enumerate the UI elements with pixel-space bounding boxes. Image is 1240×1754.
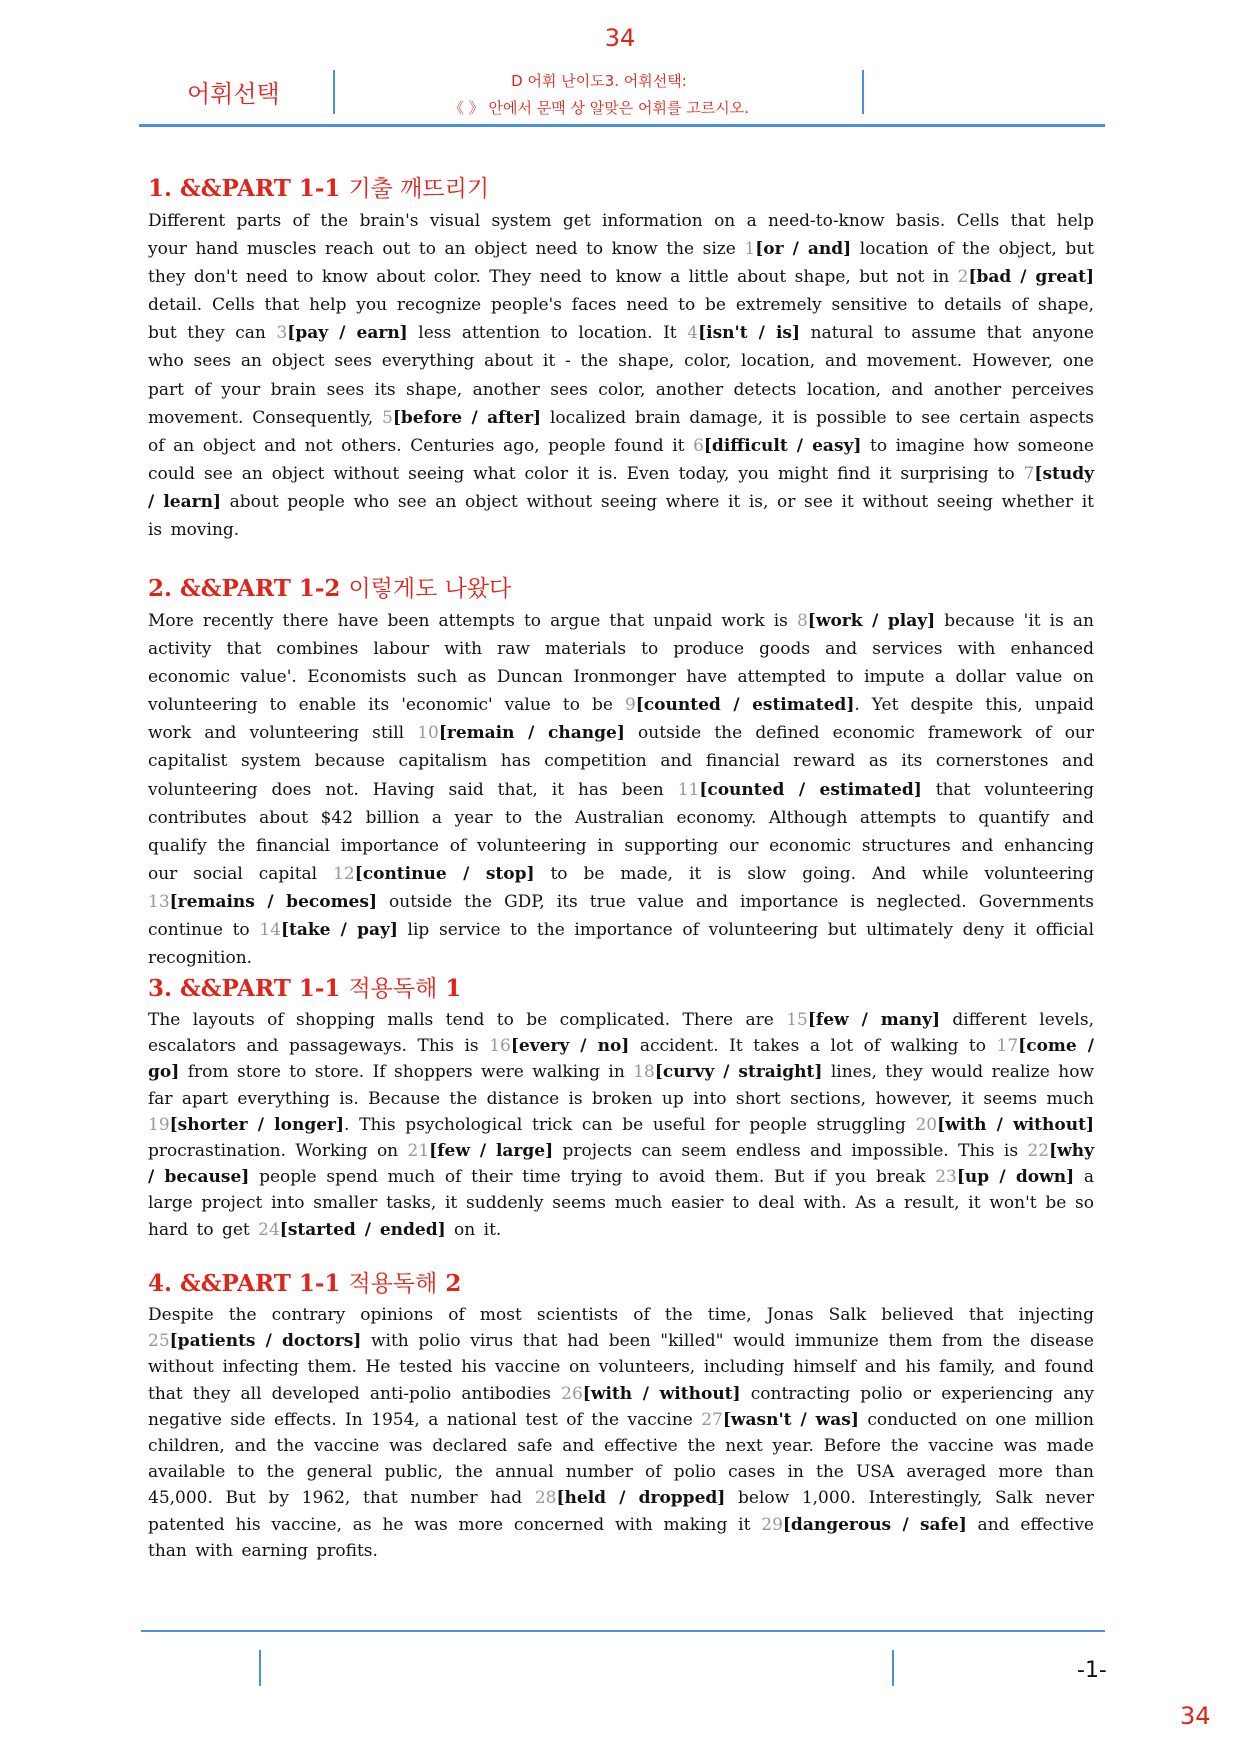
question-number: 5 xyxy=(382,407,393,428)
question-number: 19 xyxy=(148,1114,170,1135)
passage-text: . Yet despite this, unpaid work and volunteering still xyxy=(148,695,1094,744)
question-number: 17 xyxy=(996,1036,1019,1057)
passage-text: localized brain damage, it is possible to see certain aspects of an object and not others. Centuries ago, people found it xyxy=(148,407,1095,456)
header-desc-line1: D 어휘 난이도3. 어휘선택: xyxy=(511,72,687,90)
question-number: 1 xyxy=(744,239,756,260)
passage-text: to be made, it is slow going. And while volunteering xyxy=(534,863,1094,884)
page-number-top: 34 xyxy=(604,24,636,52)
question-number: 20 xyxy=(915,1114,938,1135)
passage-text: accident. It takes a lot of walking to xyxy=(629,1036,997,1057)
answer-choice: [with / without] xyxy=(937,1114,1094,1135)
answer-choice: [before / after] xyxy=(392,407,542,428)
passage-text: contracting polio or experiencing any negative side effects. In 1954, a national test of the vaccine xyxy=(148,1383,1094,1430)
answer-choice: [curvy / straight] xyxy=(654,1062,823,1083)
question-number: 25 xyxy=(148,1331,170,1352)
header-category: 어휘선택 xyxy=(187,80,280,108)
footer-divider xyxy=(892,1650,894,1686)
question-number: 27 xyxy=(701,1409,723,1430)
answer-choice: [started / ended] xyxy=(279,1219,446,1240)
passage-text: procrastination. Working on xyxy=(148,1141,408,1162)
answer-choice: [every / no] xyxy=(510,1036,630,1057)
section-3 xyxy=(148,970,1094,1243)
passage-text: outside the defined economic framework of our capitalist system because capitalism has competition and financial reward as its cornerstones and volunteering does not. Having said that, it has been xyxy=(148,723,1095,800)
answer-choice: [work / play] xyxy=(807,611,936,631)
passage-text: from store to store. If shoppers were walking in xyxy=(179,1062,634,1083)
question-number: 21 xyxy=(407,1141,430,1162)
question-number: 6 xyxy=(693,435,704,456)
passage-text: The layouts of shopping malls tend to be complicated. There are xyxy=(148,1010,787,1030)
question-number: 10 xyxy=(417,723,439,744)
passage-text: location of the object, but they don't need to know about color. They need to know a little about shape, but not in xyxy=(148,239,1094,288)
passage-text: projects can seem endless and impossible. This is xyxy=(553,1141,1028,1162)
question-number: 16 xyxy=(489,1036,511,1057)
footer-divider xyxy=(259,1650,261,1686)
question-number: 12 xyxy=(333,863,355,884)
answer-choice: [study / learn] xyxy=(148,463,1094,512)
answer-choice: [patients / doctors] xyxy=(169,1331,362,1352)
section-title: 2. &&PART 1-2 이렇게도 나왔다 xyxy=(148,575,512,602)
answer-choice: [remains / becomes] xyxy=(169,891,377,912)
passage-text: because 'it is an activity that combines labour with raw materials to produce goods and services with enhanced economic value'. Economists such as Duncan Ironmonger have attempted to impute a dollar value on volunteering to enable its 'economic' value to be xyxy=(148,611,1094,716)
answer-choice: [bad / great] xyxy=(968,267,1094,288)
page-footer xyxy=(141,1630,1107,1683)
question-number: 28 xyxy=(534,1488,557,1509)
passage xyxy=(148,607,1094,972)
answer-choice: [wasn't / was] xyxy=(722,1409,859,1430)
passage-text: about people who see an object without seeing where it is, or see it without seeing whether it is moving. xyxy=(148,491,1094,541)
answer-choice: [up / down] xyxy=(956,1167,1075,1188)
question-number: 24 xyxy=(258,1219,280,1240)
passage-text: to imagine how someone could see an object without seeing what color it is. Even today, you might find it surprising to xyxy=(148,435,1094,484)
passage-text: lines, they would realize how far apart everything is. Because the distance is broken up into short sections, however, it seems much xyxy=(148,1062,1094,1109)
answer-choice: [continue / stop] xyxy=(354,863,535,884)
passage xyxy=(148,1007,1094,1243)
passage-text: Despite the contrary opinions of most scientists of the time, Jonas Salk believed that injecting xyxy=(148,1305,1094,1325)
header-description xyxy=(339,68,859,122)
question-number: 23 xyxy=(935,1167,957,1188)
passage-text: outside the GDP, its true value and importance is neglected. Governments continue to xyxy=(148,891,1094,941)
passage-text: . This psychological trick can be useful for people struggling xyxy=(344,1114,916,1135)
header-divider xyxy=(333,70,335,114)
answer-choice: [few / many] xyxy=(807,1010,941,1030)
passage-text: people spend much of their time trying to avoid them. But if you break xyxy=(249,1167,936,1188)
passage-text: conducted on one million children, and the vaccine was declared safe and effective the next year. Before the vaccine was made available to the general public, the annual number of polio cases in the USA averaged more than 45,000. But by 1962, that number had xyxy=(148,1409,1094,1509)
page-number-bottom: 34 xyxy=(1180,1702,1211,1730)
passage-text: and effective than with earning profits. xyxy=(148,1514,1094,1561)
passage-text: with polio virus that had been "killed" would immunize them from the disease without infecting them. He tested his vaccine on volunteers, including himself and his family, and found that they all developed anti-polio antibodies xyxy=(148,1331,1094,1404)
question-number: 11 xyxy=(677,779,700,800)
footer-page-number: -1- xyxy=(1077,1658,1107,1683)
question-number: 22 xyxy=(1027,1141,1050,1162)
answer-choice: [counted / estimated] xyxy=(635,695,855,716)
section-title: 4. &&PART 1-1 적용독해 2 xyxy=(148,1270,462,1297)
answer-choice: [why / because] xyxy=(148,1141,1094,1188)
answer-choice: [held / dropped] xyxy=(556,1488,726,1509)
passage xyxy=(148,207,1094,544)
answer-choice: [with / without] xyxy=(582,1383,741,1404)
passage-text: that volunteering contributes about $42 billion a year to the Australian economy. Although attempts to quantify and qualify the financial importance of volunteering in supporting our economic structures and enhancing our social capital xyxy=(148,779,1094,884)
answer-choice: [or / and] xyxy=(755,239,852,260)
question-number: 2 xyxy=(957,267,969,288)
answer-choice: [shorter / longer] xyxy=(169,1114,345,1135)
question-number: 8 xyxy=(796,611,808,631)
answer-choice: [counted / estimated] xyxy=(699,779,922,800)
section-title: 1. &&PART 1-1 기출 깨뜨리기 xyxy=(148,175,490,202)
question-number: 26 xyxy=(561,1383,583,1404)
answer-choice: [remain / change] xyxy=(438,723,625,744)
section-2 xyxy=(148,570,1094,972)
passage-text: More recently there have been attempts to argue that unpaid work is xyxy=(148,611,797,631)
passage-text: lip service to the importance of volunteering but ultimately deny it official recognition. xyxy=(148,920,1095,969)
question-number: 18 xyxy=(633,1062,655,1083)
page-header xyxy=(139,68,1105,127)
header-desc-line2: 《 》 안에서 문맥 상 알맞은 어휘를 고르시오. xyxy=(449,99,749,117)
question-number: 14 xyxy=(259,920,281,941)
header-divider xyxy=(862,70,864,114)
answer-choice: [take / pay] xyxy=(280,920,398,941)
passage-text: natural to assume that anyone who sees an object sees everything about it - the shape, color, location, and movement. However, one part of your brain sees its shape, another sees color, another detects location, and another perceives movement. Consequently, xyxy=(148,323,1094,428)
section-title: 3. &&PART 1-1 적용독해 1 xyxy=(148,975,462,1002)
passage-text: on it. xyxy=(445,1219,502,1240)
question-number: 3 xyxy=(276,323,288,344)
passage-text: different levels, escalators and passageways. This is xyxy=(148,1010,1094,1057)
passage-text: a large project into smaller tasks, it suddenly seems much easier to deal with. As a result, it won't be so hard to get xyxy=(148,1167,1094,1240)
question-number: 13 xyxy=(148,891,170,912)
question-number: 9 xyxy=(624,695,636,716)
question-number: 15 xyxy=(786,1010,808,1030)
passage-text: Different parts of the brain's visual system get information on a need-to-know basis. Cells that help your hand muscles reach out to an object need to know the size xyxy=(148,211,1094,260)
passage xyxy=(148,1302,1094,1564)
answer-choice: [come / go] xyxy=(148,1036,1094,1083)
question-number: 29 xyxy=(761,1514,783,1535)
answer-choice: [dangerous / safe] xyxy=(782,1514,967,1535)
answer-choice: [difficult / easy] xyxy=(703,435,862,456)
passage-text: less attention to location. It xyxy=(407,323,688,344)
answer-choice: [isn't / is] xyxy=(698,323,801,344)
answer-choice: [pay / earn] xyxy=(287,323,408,344)
passage-text: below 1,000. Interestingly, Salk never patented his vaccine, as he was more concerned with making it xyxy=(148,1488,1094,1535)
passage-text: detail. Cells that help you recognize people's faces need to be extremely sensitive to details of shape, but they can xyxy=(148,295,1094,344)
section-1 xyxy=(148,170,1094,544)
question-number: 4 xyxy=(687,323,699,344)
question-number: 7 xyxy=(1023,463,1035,484)
section-4 xyxy=(148,1265,1094,1564)
answer-choice: [few / large] xyxy=(429,1141,554,1162)
